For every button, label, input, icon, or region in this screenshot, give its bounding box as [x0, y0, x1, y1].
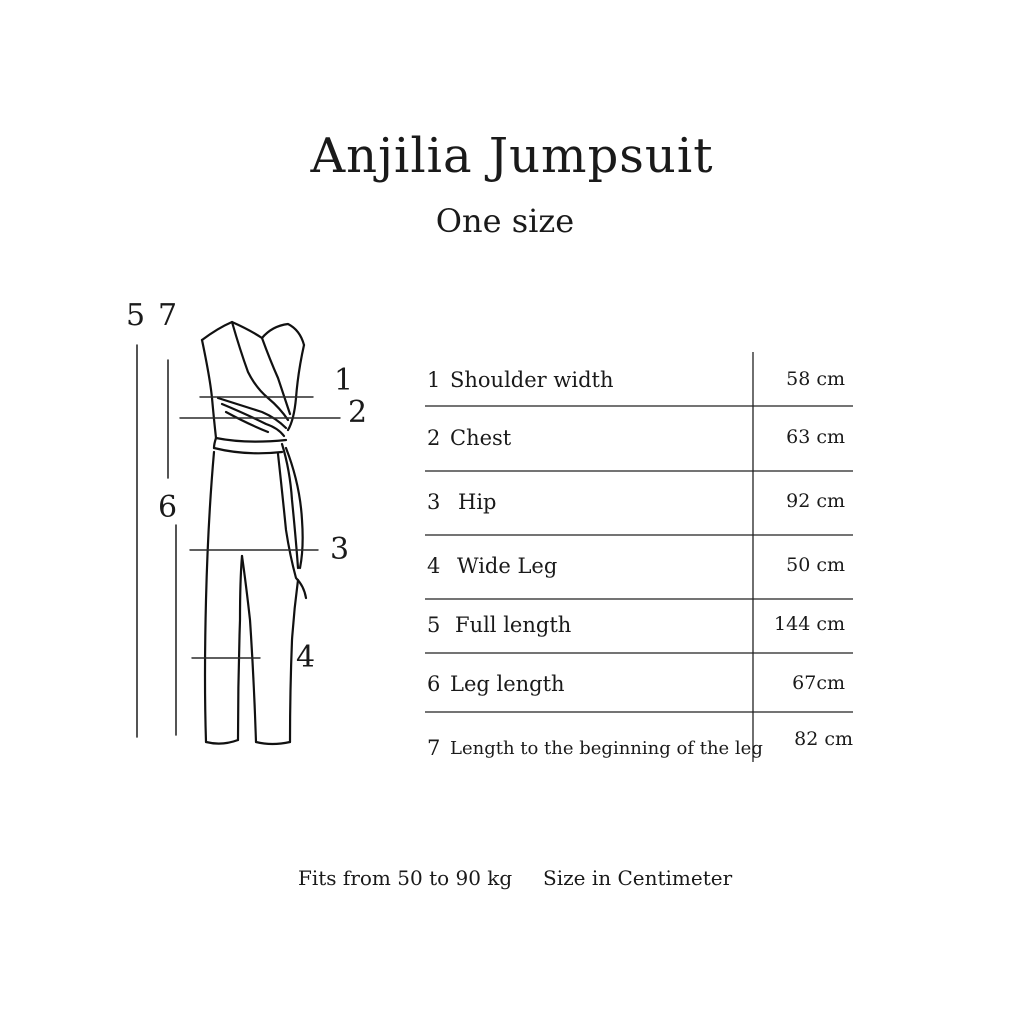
label-4: 4	[296, 640, 316, 675]
row-number: 1	[427, 368, 441, 392]
label-7: 7	[158, 298, 178, 333]
table-row	[425, 368, 853, 398]
row-number: 2	[427, 426, 441, 450]
row-label: Hip	[458, 490, 497, 514]
table-row	[425, 554, 853, 584]
label-1: 1	[334, 363, 354, 398]
row-value: 82 cm	[794, 728, 853, 750]
row-value: 144 cm	[774, 613, 845, 635]
label-3: 3	[330, 532, 350, 567]
label-5: 5	[126, 298, 146, 333]
row-number: 6	[427, 672, 441, 696]
row-number: 4	[427, 554, 441, 578]
row-value: 67cm	[792, 672, 845, 694]
row-label: Length to the beginning of the leg	[450, 738, 763, 759]
label-2: 2	[348, 395, 368, 430]
fits-note: Fits from 50 to 90 kg	[298, 866, 513, 890]
table-row	[425, 490, 853, 520]
table-row	[425, 613, 853, 643]
row-number: 3	[427, 490, 441, 514]
row-value: 63 cm	[786, 426, 845, 448]
table-row	[425, 672, 853, 702]
row-number: 5	[427, 613, 441, 637]
row-number: 7	[427, 736, 441, 760]
table-row	[425, 426, 853, 456]
row-label: Chest	[450, 426, 512, 450]
row-value: 50 cm	[786, 554, 845, 576]
page-title: Anjilia Jumpsuit	[310, 128, 714, 184]
table-row	[425, 728, 853, 766]
row-label: Leg length	[450, 672, 565, 696]
label-6: 6	[158, 490, 178, 525]
row-label: Full length	[455, 613, 572, 637]
row-value: 58 cm	[786, 368, 845, 390]
units-note: Size in Centimeter	[543, 866, 733, 890]
row-label: Shoulder width	[450, 368, 614, 392]
row-label: Wide Leg	[457, 554, 558, 578]
page-subtitle: One size	[435, 202, 575, 240]
row-value: 92 cm	[786, 490, 845, 512]
